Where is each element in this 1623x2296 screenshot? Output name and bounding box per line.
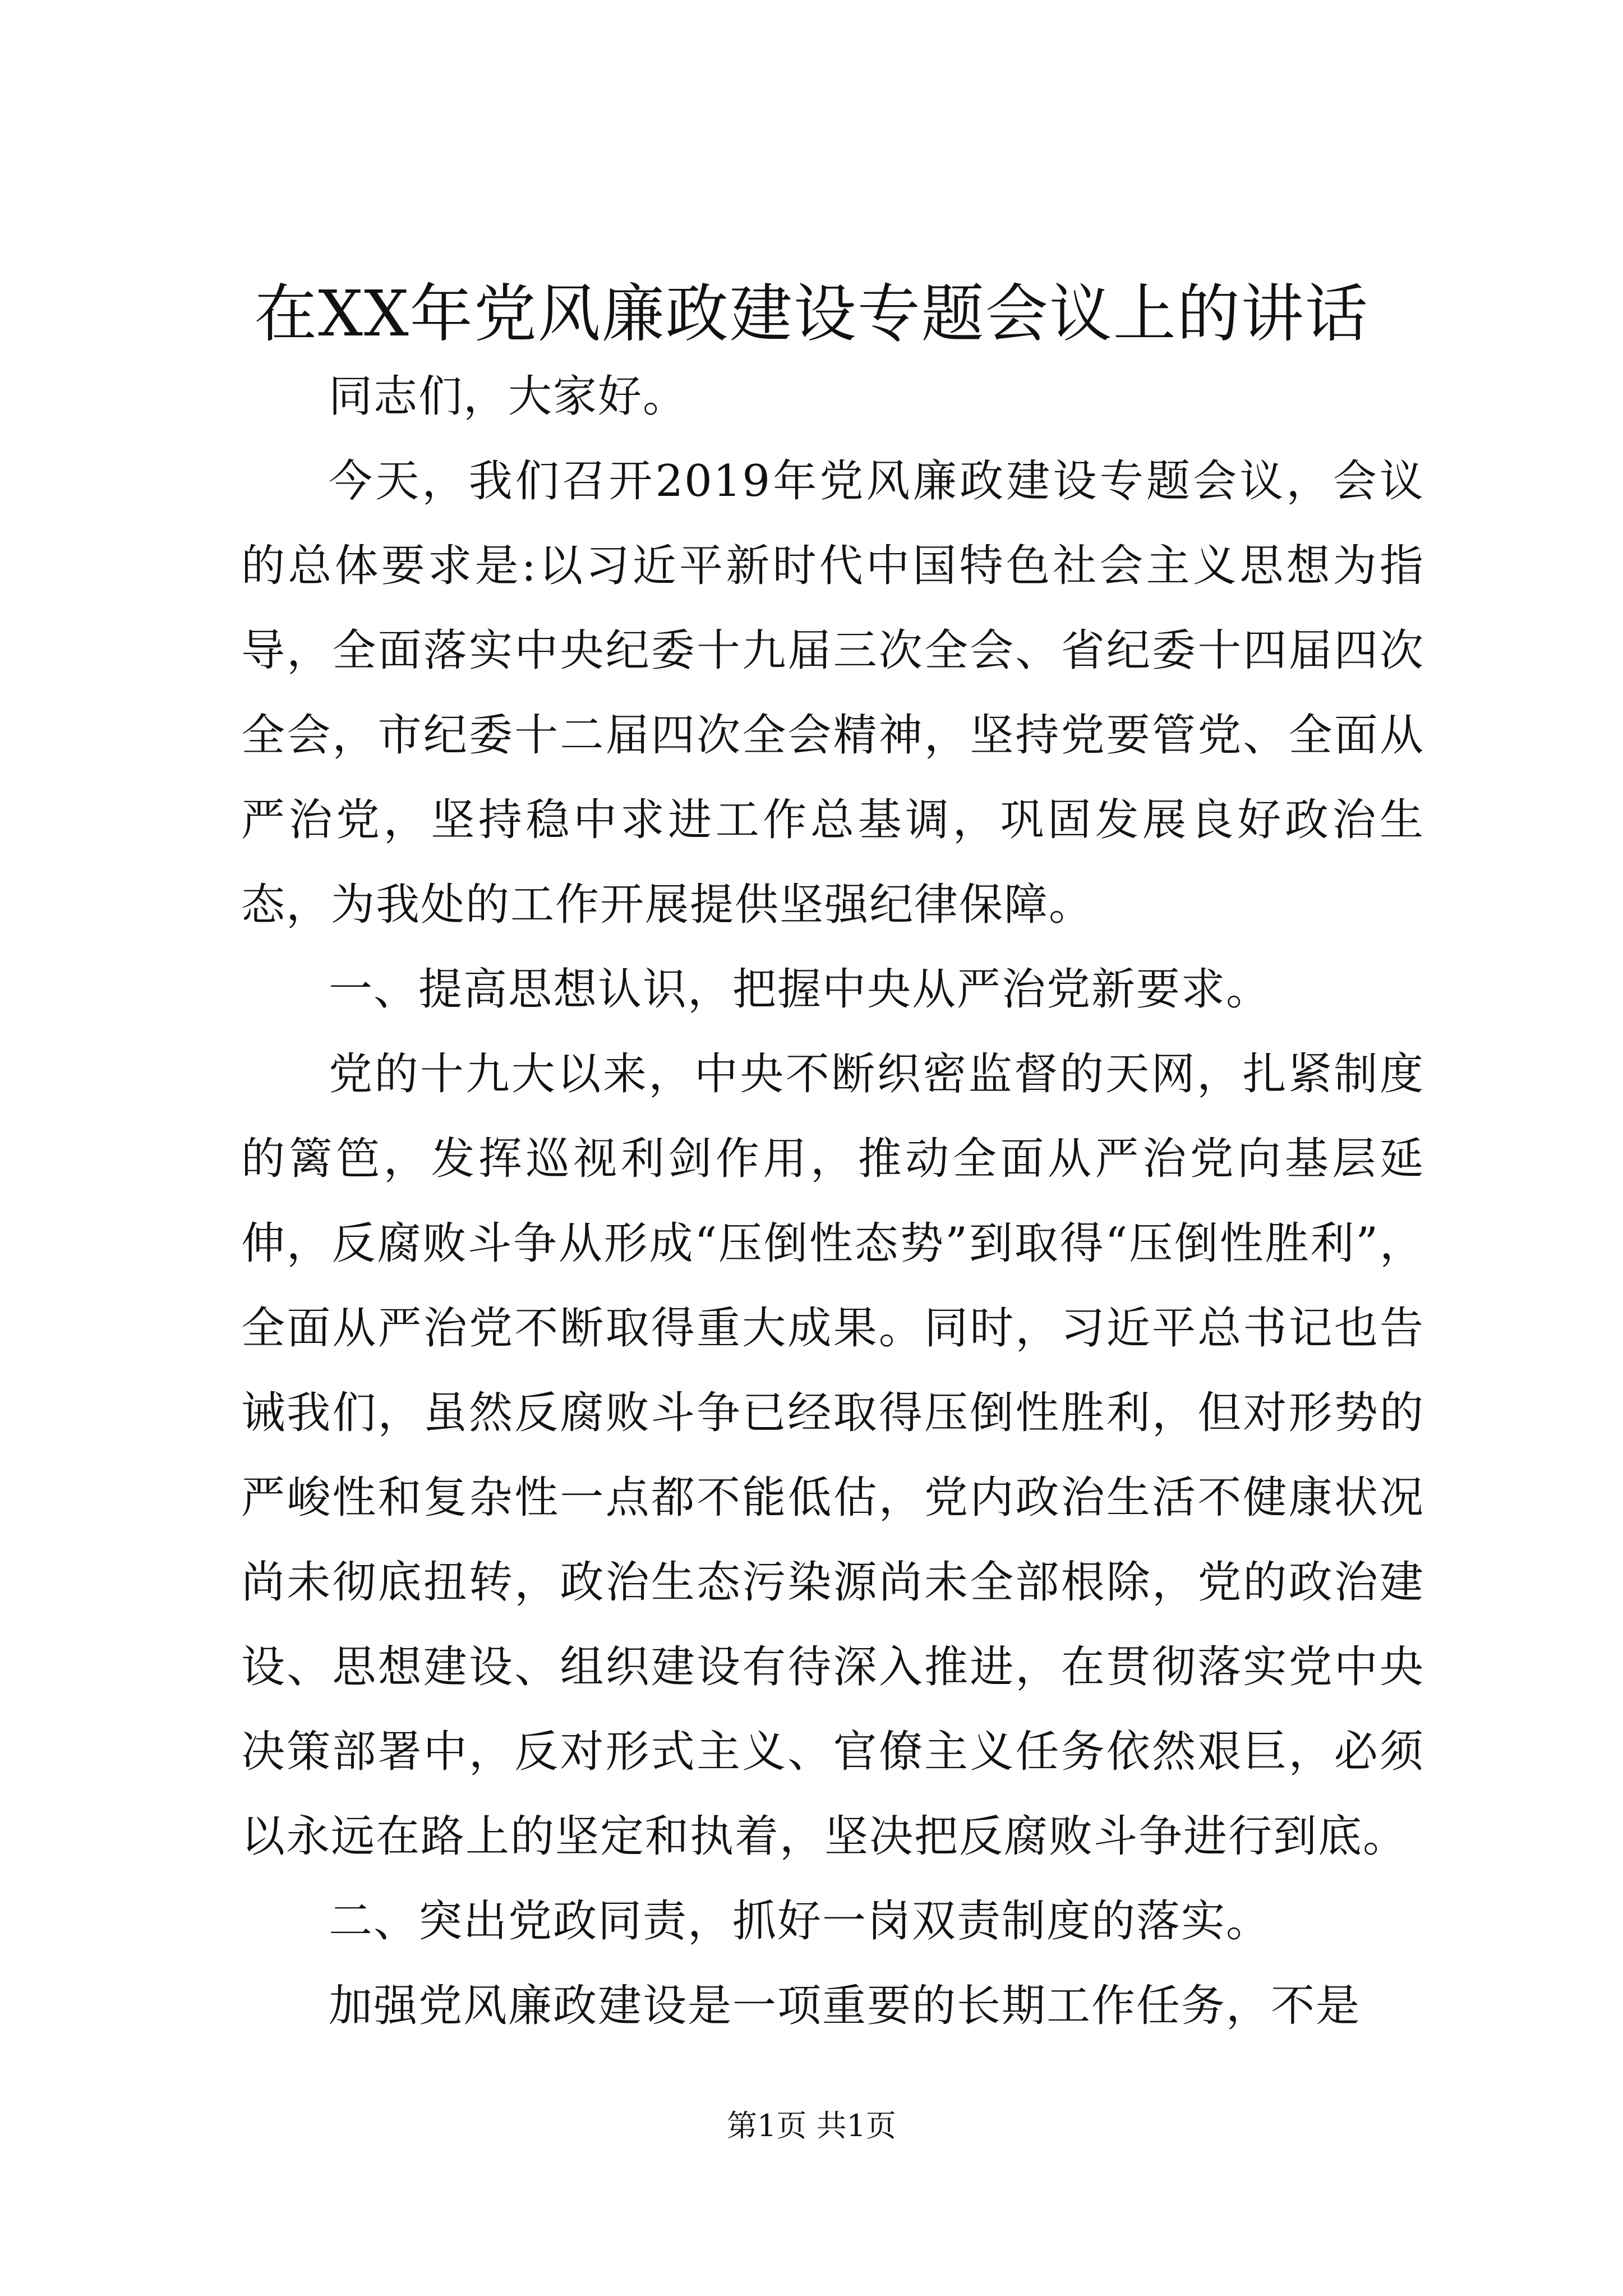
page-footer: 第1页 共1页 [727, 2108, 896, 2143]
section-heading-2: 二、突出党政同责，抓好一岗双责制度的落实。 [329, 1896, 1271, 1947]
paragraph-anti-corruption: 党的十九大以来，中央不断织密监督的天网，扎紧制度的篱笆，发挥巡视利剑作用，推动全面从严治党向基层延伸，反腐败斗争从形成“压倒性态势”到取得“压倒性胜利”，全面从严治党不断取得重大成果。同时，习近平总书记也告诫我们，虽然反腐败斗争已经取得压倒性胜利，但对形势的严峻性和复杂性一点都不能低估，党内政治生活不健康状况尚未彻底扭转，政治生态污染源尚未全部根除，党的政治建设、思想建设、组织建设有待深入推进，在贯彻落实党中央决策部署中，反对形式主义、官僚主义任务依然艰巨，必须以永远在路上的坚定和执着，坚决把反腐败斗争进行到底。 [241, 1049, 1424, 1862]
section-heading-1: 一、提高思想认识，把握中央从严治党新要求。 [329, 964, 1271, 1015]
document-title: 在XX年党风廉政建设专题会议上的讲话 [254, 278, 1369, 351]
paragraph-greeting: 同志们，大家好。 [329, 371, 688, 422]
paragraph-meeting-requirements: 今天，我们召开2019年党风廉政建设专题会议，会议的总体要求是:以习近平新时代中国特色社会主义思想为指导，全面落实中央纪委十九届三次全会、省纪委十四届四次全会，市纪委十二届四次全会精神，坚持党要管党、全面从严治党，坚持稳中求进工作总基调，巩固发展良好政治生态，为我处的工作开展提供坚强纪律保障。 [241, 456, 1424, 930]
document-body [241, 355, 1424, 2049]
paragraph-long-term-task: 加强党风廉政建设是一项重要的长期工作任务，不是 [329, 1981, 1361, 2031]
